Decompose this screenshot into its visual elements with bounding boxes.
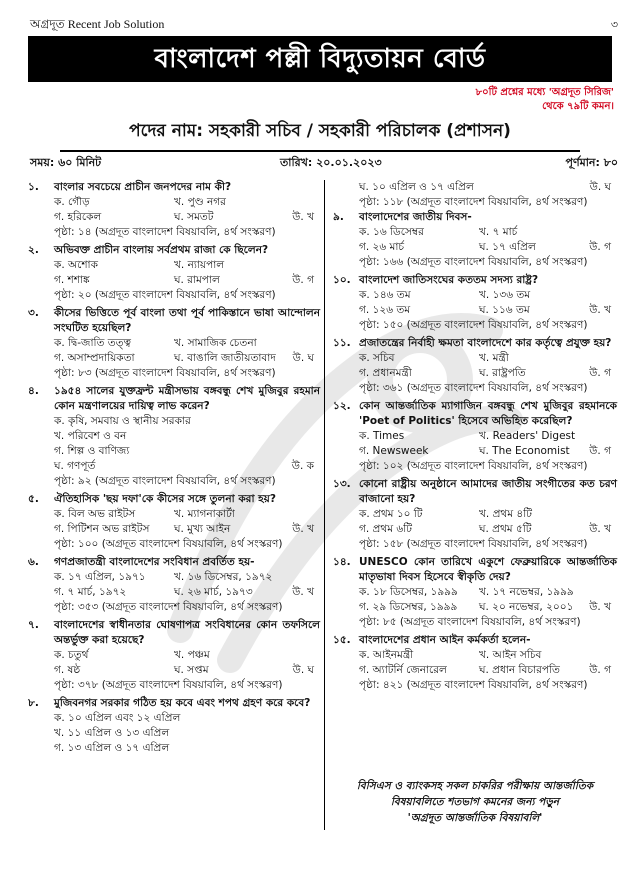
option: ঘ. বাঙালি জাতীয়তাবাদ	[174, 352, 276, 364]
source-reference: পৃষ্ঠা: ৩৫৩ (অগ্রদূত বাংলাদেশ বিষয়াবলি, ৪র্থ সংস্করণ)	[54, 601, 283, 613]
option: ঘ. ১১৬ তম	[479, 304, 530, 316]
option-row	[28, 726, 320, 741]
question-head	[28, 384, 320, 414]
option: গ. ষষ্ঠ	[54, 664, 81, 676]
question-text: প্রজাতন্ত্রের নির্বাহী ক্ষমতা বাংলাদেশে কার কর্তৃত্বে প্রযুক্ত হয়?	[359, 337, 612, 349]
header-book-title: অগ্রদূত Recent Job Solution	[30, 17, 165, 31]
question-text: বাংলাদেশের স্বাধীনতার ঘোষণাপত্র সংবিধানের কোন তফসিলে অন্তর্ভুক্ত করা হয়েছে?	[54, 619, 320, 646]
question-item	[28, 180, 320, 240]
source-reference: পৃষ্ঠা: ১০০ (অগ্রদূত বাংলাদেশ বিষয়াবলি, ৪র্থ সংস্করণ)	[54, 538, 283, 550]
question-number: ১৪.	[333, 556, 351, 568]
option: গ. ৭ মার্চ, ১৯৭২	[54, 586, 127, 598]
question-head	[28, 555, 320, 570]
option: ক. ১৪৬ তম	[359, 289, 411, 301]
option: গ. হরিকেল	[54, 211, 102, 223]
question-text: UNESCO কোন তারিখে একুশে ফেব্রুয়ারিকে আন্তর্জাতিক মাতৃভাষা দিবস হিসেবে স্বীকৃতি দেয়?	[359, 556, 617, 583]
question-item	[28, 243, 320, 303]
option: ক. চতুর্থ	[54, 649, 89, 661]
question-number: ৩.	[28, 307, 39, 319]
option: ঘ. The Economist	[479, 445, 570, 457]
option: খ. পঞ্চম	[174, 649, 210, 661]
source-reference: পৃষ্ঠা: ১৬৬ (অগ্রদূত বাংলাদেশ বিষয়াবলি, ৪র্থ সংস্করণ)	[359, 256, 588, 268]
option-row	[28, 507, 320, 522]
option: ক. প্রথম ১০ টি	[359, 508, 423, 520]
option: খ. মন্ত্রী	[479, 352, 509, 364]
question-head	[333, 555, 617, 585]
option: গ. শশাঙ্ক	[54, 274, 90, 286]
answer-key: উ. ঘ	[292, 664, 314, 676]
option: খ. ১১ এপ্রিল ও ১৩ এপ্রিল	[54, 727, 170, 739]
continued-answer: উ. ঘ	[589, 181, 611, 193]
question-text: ঐতিহাসিক 'ছয় দফা'কে কীসের সঙ্গে তুলনা করা হয়?	[54, 493, 276, 505]
question-item	[333, 399, 617, 474]
option: খ. ১৭ নভেম্বর, ১৯৯৯	[479, 586, 574, 598]
question-head	[28, 618, 320, 648]
option: গ. ১২৬ তম	[359, 304, 411, 316]
option: ঘ. রামপাল	[174, 274, 220, 286]
question-head	[333, 273, 617, 288]
option-row	[28, 585, 320, 600]
option-row	[333, 303, 617, 318]
continued-source: পৃষ্ঠা: ১১৮ (অগ্রদূত বাংলাদেশ বিষয়াবলি, ৪র্থ সংস্করণ)	[359, 196, 588, 208]
question-number: ৫.	[28, 493, 39, 505]
answer-key: উ. খ	[589, 601, 611, 613]
answer-key: উ. খ	[292, 211, 314, 223]
question-head	[28, 243, 320, 258]
option: গ. ২৯ ডিসেম্বর, ১৯৯৯	[359, 601, 458, 613]
option: ঘ. ২৬ মার্চ, ১৯৭৩	[174, 586, 253, 598]
option-row	[28, 429, 320, 444]
option: খ. আইন সচিব	[479, 649, 542, 661]
option: গ. অসাম্প্রদায়িকতা	[54, 352, 135, 364]
option: ঘ. প্রথম ৫টি	[479, 523, 532, 535]
question-text: কীসের ভিত্তিতে পূর্ব বাংলা তথা পূর্ব পাকিস্তানে ভাষা আন্দোলন সংঘটিত হয়েছিল?	[54, 307, 320, 334]
option: ঘ. সমতট	[174, 211, 214, 223]
question-head	[333, 633, 617, 648]
promo-box	[345, 778, 605, 826]
option-row	[333, 429, 617, 444]
option: খ. পরিবেশ ও বন	[54, 430, 127, 442]
question-text: গণপ্রজাতন্ত্রী বাংলাদেশের সংবিধান প্রবর্তিত হয়-	[54, 556, 255, 568]
option-row	[333, 663, 617, 678]
post-title: পদের নাম: সহকারী সচিব / সহকারী পরিচালক (প্রশাসন)	[60, 118, 580, 152]
option-row	[333, 507, 617, 522]
question-head	[333, 477, 617, 507]
option-row	[28, 444, 320, 459]
question-item	[28, 492, 320, 552]
option-row	[28, 459, 320, 474]
question-number: ১২.	[333, 400, 351, 412]
option: ঘ. মুখ্য আইন	[174, 523, 231, 535]
option-row	[28, 570, 320, 585]
option: খ. ম্যাগনাকার্টা	[174, 508, 235, 520]
option: ঘ. প্রধান বিচারপতি	[479, 664, 560, 676]
question-head	[28, 180, 320, 195]
question-number: ৬.	[28, 556, 39, 568]
option-row	[333, 522, 617, 537]
option: গ. শিল্প ও বাণিজ্য	[54, 445, 130, 457]
option-row	[333, 585, 617, 600]
question-head	[333, 210, 617, 225]
option-row	[28, 414, 320, 429]
option-row	[28, 711, 320, 726]
question-text: কোনো রাষ্ট্রীয় অনুষ্ঠানে আমাদের জাতীয় সংগীতের কত চরণ বাজানো হয়?	[359, 478, 617, 505]
question-number: ৯.	[333, 211, 344, 223]
option-row	[28, 351, 320, 366]
exam-time: সময়: ৬০ মিনিট	[30, 156, 102, 169]
exam-marks: পূর্ণমান: ৮০	[565, 156, 618, 169]
option: খ. ৭ মার্চ	[479, 226, 518, 238]
question-item	[28, 618, 320, 693]
question-number: ৮.	[28, 697, 39, 709]
promo-line-1: বিসিএস ও ব্যাংকসহ সকল চাকরির পরীক্ষায় আন্তর্জাতিক	[356, 780, 594, 792]
option: ক. গৌড়	[54, 196, 90, 208]
question-number: ১৩.	[333, 478, 351, 490]
right-column	[333, 180, 617, 696]
option: ক. বিল অভ রাইটস	[54, 508, 136, 520]
option: গ. Newsweek	[359, 445, 429, 457]
left-column	[28, 180, 320, 759]
promo-line-3: 'অগ্রদূত আন্তর্জাতিক বিষয়াবলি'	[407, 812, 543, 824]
option: খ. ১৩৬ তম	[479, 289, 531, 301]
option-row	[28, 741, 320, 756]
option: ক. ১০ এপ্রিল এবং ১২ এপ্রিল	[54, 712, 181, 724]
question-item	[333, 555, 617, 630]
source-reference: পৃষ্ঠা: ২০ (অগ্রদূত বাংলাদেশ বিষয়াবলি, ৪র্থ সংস্করণ)	[54, 289, 276, 301]
question-text: বাংলাদেশের প্রধান আইন কর্মকর্তা হলেন-	[359, 634, 531, 646]
option: ঘ. সপ্তম	[174, 664, 209, 676]
option: খ. ন্যায়পাল	[174, 259, 225, 271]
source-reference: পৃষ্ঠা: ৩৭৮ (অগ্রদূত বাংলাদেশ বিষয়াবলি, ৪র্থ সংস্করণ)	[54, 679, 283, 691]
option: খ. ১৬ ডিসেম্বর, ১৯৭২	[174, 571, 273, 583]
option: ঘ. রাষ্ট্রপতি	[479, 367, 526, 379]
question-item	[333, 336, 617, 396]
option-row	[28, 336, 320, 351]
option: ঘ. গণপূর্ত	[54, 460, 96, 472]
option-row	[28, 648, 320, 663]
question-number: ১.	[28, 181, 39, 193]
question-number: ১৫.	[333, 634, 351, 646]
option-row	[333, 600, 617, 615]
continued-option: ঘ. ১০ এপ্রিল ও ১৭ এপ্রিল	[359, 181, 474, 193]
question-item	[333, 210, 617, 270]
option: ক. কৃষি, সমবায় ও স্থানীয় সরকার	[54, 415, 191, 427]
option: ঘ. ২০ নভেম্বর, ২০০১	[479, 601, 574, 613]
question-item	[333, 273, 617, 333]
option: খ. প্রথম ৪টি	[479, 508, 532, 520]
answer-key: উ. গ	[589, 367, 611, 379]
question-number: ১১.	[333, 337, 351, 349]
question-head	[333, 399, 617, 429]
option-row	[28, 522, 320, 537]
organization-banner: বাংলাদেশ পল্লী বিদ্যুতায়ন বোর্ড	[28, 36, 612, 82]
source-reference: পৃষ্ঠা: ৩৬১ (অগ্রদূত বাংলাদেশ বিষয়াবলি, ৪র্থ সংস্করণ)	[359, 382, 588, 394]
option: ক. অশোক	[54, 259, 98, 271]
option: ক. Times	[359, 430, 405, 442]
option: খ. সামাজিক চেতনা	[174, 337, 257, 349]
question-head	[333, 336, 617, 351]
source-reference: পৃষ্ঠা: ১৫০ (অগ্রদূত বাংলাদেশ বিষয়াবলি, ৪র্থ সংস্করণ)	[359, 319, 588, 331]
answer-key: উ. গ	[589, 241, 611, 253]
source-reference: পৃষ্ঠা: ৪২১ (অগ্রদূত বাংলাদেশ বিষয়াবলি, ৪র্থ সংস্করণ)	[359, 679, 588, 691]
question-text: বাংলাদেশ জাতিসংঘের কততম সদস্য রাষ্ট্র?	[359, 274, 539, 286]
option-row	[333, 444, 617, 459]
option: ক. আইনমন্ত্রী	[359, 649, 414, 661]
source-reference: পৃষ্ঠা: ১০২ (অগ্রদূত বাংলাদেশ বিষয়াবলি, ৪র্থ সংস্করণ)	[359, 460, 588, 472]
option: ক. সচিব	[359, 352, 395, 364]
source-reference: পৃষ্ঠা: ১৫৮ (অগ্রদূত বাংলাদেশ বিষয়াবলি, ৪র্থ সংস্করণ)	[359, 538, 588, 550]
question-text: অভিবক্ত প্রাচীন বাংলায় সর্বপ্রথম রাজা কে ছিলেন?	[54, 244, 269, 256]
option-row	[333, 366, 617, 381]
question-text: কোন আন্তর্জাতিক ম্যাগাজিন বঙ্গবন্ধু শেখ মুজিবুর রহমানকে 'Poet of Politics' হিসেবে অভিহিত করেছিল?	[359, 400, 617, 427]
question-item	[28, 384, 320, 489]
option: ক. ১৬ ডিসেম্বর	[359, 226, 424, 238]
page-number: ৩	[610, 18, 618, 31]
column-divider	[324, 180, 325, 830]
option: গ. প্রধানমন্ত্রী	[359, 367, 412, 379]
option: গ. ২৬ মার্চ	[359, 241, 405, 253]
option-row	[28, 210, 320, 225]
question-item	[28, 555, 320, 615]
question-number: ২.	[28, 244, 39, 256]
option: গ. পিটিশন অভ রাইটস	[54, 523, 150, 535]
answer-key: উ. ক	[291, 460, 314, 472]
question-item	[333, 633, 617, 693]
option-row	[333, 648, 617, 663]
option-row	[333, 351, 617, 366]
answer-key: উ. খ	[589, 523, 611, 535]
option: গ. ১৩ এপ্রিল ও ১৭ এপ্রিল	[54, 742, 170, 754]
answer-key: উ. গ	[589, 445, 611, 457]
option: ক. ১৮ ডিসেম্বর, ১৯৯৯	[359, 586, 458, 598]
option: খ. Readers' Digest	[479, 430, 576, 442]
question-text: ১৯৫৪ সালের যুক্তফ্রন্ট মন্ত্রীসভায় বঙ্গবন্ধু শেখ মুজিবুর রহমান কোন মন্ত্রণালয়ের দায়িত্ব লাভ করেন?	[54, 385, 320, 412]
continued-question	[333, 180, 617, 210]
question-text: বাংলাদেশের জাতীয় দিবস-	[359, 211, 472, 223]
question-text: বাংলার সবচেয়ে প্রাচীন জনপদের নাম কী?	[54, 181, 232, 193]
exam-meta	[30, 154, 618, 172]
exam-date: তারিখ: ২০.০১.২০২৩	[280, 156, 382, 169]
source-reference: পৃষ্ঠা: ১৪ (অগ্রদূত বাংলাদেশ বিষয়াবলি, ৪র্থ সংস্করণ)	[54, 226, 276, 238]
option: খ. পুণ্ড নগর	[174, 196, 226, 208]
question-number: ৭.	[28, 619, 39, 631]
option-row	[28, 258, 320, 273]
source-reference: পৃষ্ঠা: ৯২ (অগ্রদূত বাংলাদেশ বিষয়াবলি, ৪র্থ সংস্করণ)	[54, 475, 276, 487]
answer-key: উ. গ	[292, 274, 314, 286]
question-number: ৪.	[28, 385, 39, 397]
source-reference: পৃষ্ঠা: ৮৩ (অগ্রদূত বাংলাদেশ বিষয়াবলি, ৪র্থ সংস্করণ)	[54, 367, 276, 379]
option: ক. দ্বি-জাতি তত্ত্ব	[54, 337, 131, 349]
question-item	[28, 306, 320, 381]
answer-key: উ. ঘ	[292, 352, 314, 364]
answer-key: উ. খ	[292, 523, 314, 535]
question-item	[28, 696, 320, 756]
question-item	[333, 477, 617, 552]
answer-key: উ. খ	[589, 304, 611, 316]
option: গ. অ্যাটর্নি জেনারেল	[359, 664, 447, 676]
question-number: ১০.	[333, 274, 351, 286]
option-row	[333, 240, 617, 255]
answer-key: উ. গ	[589, 664, 611, 676]
source-reference: পৃষ্ঠা: ৮৫ (অগ্রদূত বাংলাদেশ বিষয়াবলি, ৪র্থ সংস্করণ)	[359, 616, 581, 628]
question-text: মুজিবনগর সরকার গঠিত হয় কবে এবং শপথ গ্রহণ করে কবে?	[54, 697, 311, 709]
question-head	[28, 696, 320, 711]
question-head	[28, 492, 320, 507]
option-row	[28, 273, 320, 288]
option: ক. ১৭ এপ্রিল, ১৯৭১	[54, 571, 146, 583]
common-questions-note: ৮০টি প্রশ্নের মধ্যে 'অগ্রদূত সিরিজ' থেকে ৭৯টি কমন।	[475, 87, 614, 112]
answer-key: উ. খ	[292, 586, 314, 598]
option-row	[333, 288, 617, 303]
option: গ. প্রথম ৬টি	[359, 523, 412, 535]
running-header	[30, 14, 618, 32]
continued-option-row	[359, 180, 617, 195]
question-head	[28, 306, 320, 336]
option-row	[28, 663, 320, 678]
option: ঘ. ১৭ এপ্রিল	[479, 241, 536, 253]
option-row	[333, 225, 617, 240]
option-row	[28, 195, 320, 210]
promo-line-2: বিষয়াবলিতে শতভাগ কমনের জন্য পড়ুন	[390, 796, 560, 808]
